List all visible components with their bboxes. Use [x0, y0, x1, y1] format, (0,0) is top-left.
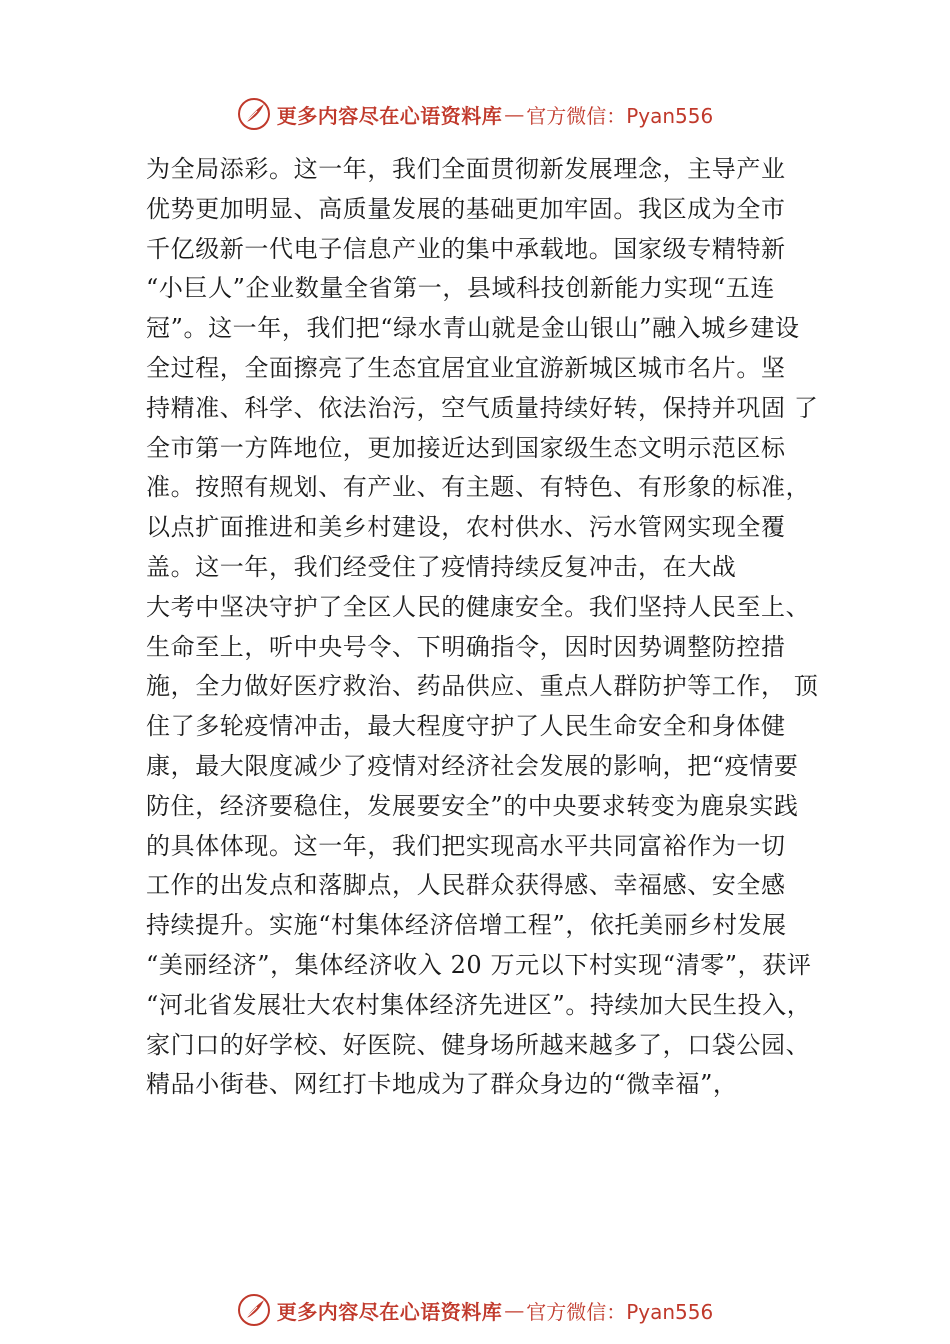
text-line: 康，最大限度减少了疫情对经济社会发展的影响，把“疫情要	[146, 751, 799, 780]
text-line: 准。按照有规划、有产业、有主题、有特色、有形象的标准，	[146, 473, 811, 502]
footer-brand-text: 更多内容尽在心语资料库	[276, 1299, 503, 1324]
text-line: 持精准、科学、依法治污，空气质量持续好转，保持并巩固 了	[146, 393, 819, 422]
text-line: 为全局添彩。这一年，我们全面贯彻新发展理念，主导产业	[146, 155, 786, 183]
footer-separator: —	[504, 1298, 525, 1322]
footer-contact-text: 官方微信：Pyan556	[526, 1299, 714, 1324]
text-line: 全过程，全面擦亮了生态宜居宜业宜游新城区城市名片。坚	[146, 353, 786, 382]
quill-logo-icon	[237, 97, 271, 131]
document-body	[146, 150, 818, 1105]
text-line: 家门口的好学校、好医院、健身场所越来越多了，口袋公园、	[146, 1030, 811, 1059]
text-line: 冠”。这一年，我们把“绿水青山就是金山银山”融入城乡建设	[146, 314, 800, 343]
text-line: 持续提升。实施“村集体经济倍增工程”，依托美丽乡村发展	[146, 911, 787, 940]
text-line: “河北省发展壮大农村集体经济先进区”。持续加大民生投入，	[146, 990, 812, 1019]
header-banner	[0, 94, 950, 134]
text-line: 的具体体现。这一年，我们把实现高水平共同富裕作为一切	[146, 831, 786, 860]
text-line: 住了多轮疫情冲击，最大程度守护了人民生命安全和身体健	[146, 712, 786, 741]
text-line: 防住，经济要稳住，发展要安全”的中央要求转变为鹿泉实践	[146, 791, 799, 820]
text-line: 施，全力做好医疗救治、药品供应、重点人群防护等工作， 顶	[146, 672, 819, 701]
text-line: 精品小街巷、网红打卡地成为了群众身边的“微幸福”，	[146, 1070, 738, 1099]
text-line: 生命至上，听中央号令、下明确指令，因时因势调整防控措	[146, 632, 786, 661]
header-brand-text: 更多内容尽在心语资料库	[276, 103, 503, 128]
text-line: 千亿级新一代电子信息产业的集中承载地。国家级专精特新	[146, 234, 786, 263]
text-line: 以点扩面推进和美乡村建设，农村供水、污水管网实现全覆	[146, 513, 786, 542]
text-line: “美丽经济”，集体经济收入 20 万元以下村实现“清零”，获评	[146, 950, 812, 979]
text-line: 盖。这一年，我们经受住了疫情持续反复冲击，在大战	[146, 552, 737, 581]
text-line: 工作的出发点和落脚点，人民群众获得感、幸福感、安全感	[146, 871, 786, 900]
quill-logo-icon	[237, 1293, 271, 1327]
header-separator: —	[504, 102, 525, 126]
text-line: 优势更加明显、高质量发展的基础更加牢固。我区成为全市	[146, 194, 786, 223]
text-line: 全市第一方阵地位，更加接近达到国家级生态文明示范区标	[146, 433, 786, 462]
footer-banner	[0, 1290, 950, 1330]
text-line: 大考中坚决守护了全区人民的健康安全。我们坚持人民至上、	[146, 592, 811, 621]
header-contact-text: 官方微信：Pyan556	[526, 103, 714, 128]
text-line: “小巨人”企业数量全省第一，县域科技创新能力实现“五连	[146, 274, 776, 303]
